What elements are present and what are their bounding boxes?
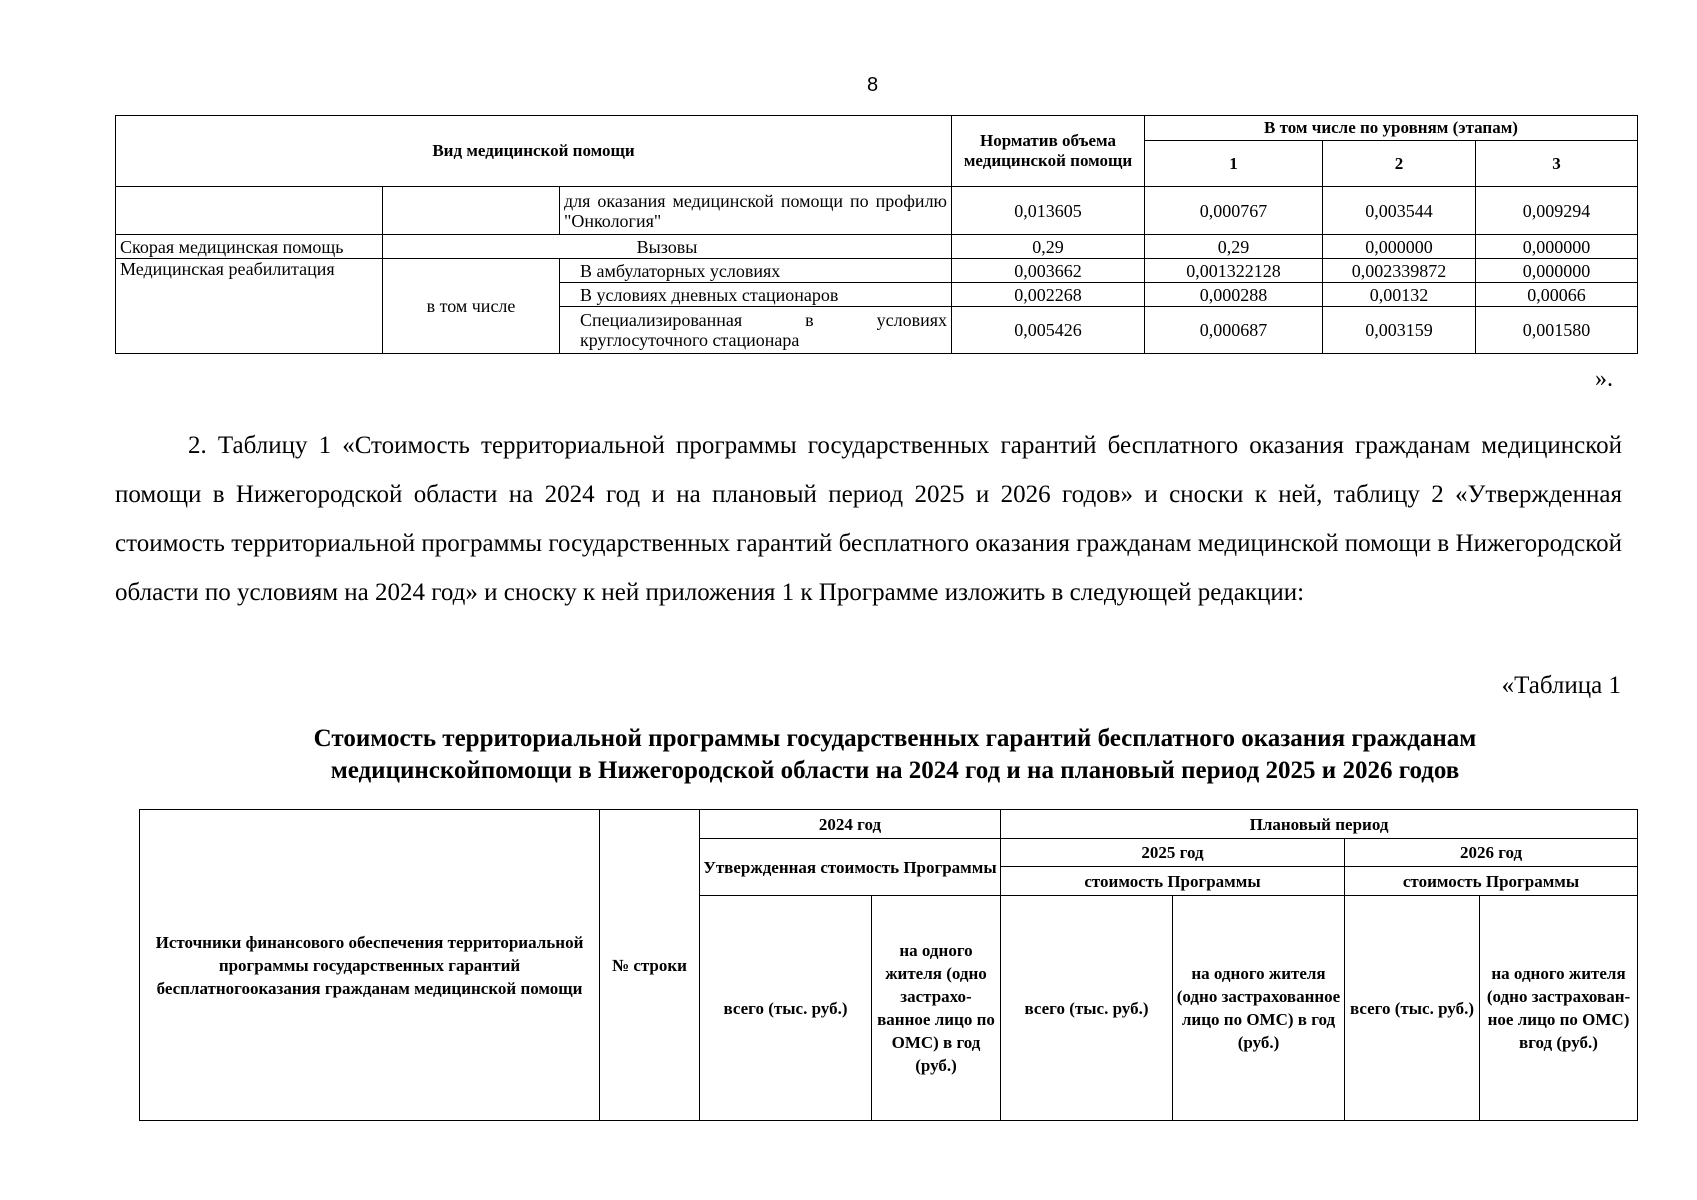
row-label: Специализированная в условиях круглосуточного стационара	[560, 307, 952, 354]
header-program-cost-2025: стоимость Программы	[1001, 867, 1345, 896]
including-label: в том числе	[383, 259, 560, 354]
header-row-number: № строки	[600, 810, 700, 1121]
header-planned-period: Плановый период	[1001, 810, 1638, 839]
level1-value: 0,000288	[1145, 283, 1323, 307]
row-unit: Вызовы	[383, 235, 952, 259]
norm-value: 0,29	[952, 235, 1145, 259]
table-row	[116, 187, 1638, 235]
header-level-1: 1	[1145, 141, 1323, 187]
closing-quote: ».	[1595, 366, 1613, 392]
body-paragraph: 2. Таблицу 1 «Стоимость территориальной программы государственных гарантий бесплатного оказания гражданам медицинской помощи в Нижегородской области на 2024 год и на плановый период 2025 и 2026 годов» и сноски к ней, таблицу 2 «Утвержденная стоимость территориальной программы государственных гарантий бесплатного оказания гражданам медицинской помощи в Нижегородской области по условиям на 2024 год» и сноску к ней приложения 1 к Программе изложить в следующей редакции:	[115, 432, 1622, 606]
header-per-resident-2024: на одного жителя (одно застрахо-ванное лицо по ОМС) в год (руб.)	[872, 896, 1001, 1121]
header-year-2025: 2025 год	[1001, 839, 1345, 867]
level2-value: 0,003544	[1323, 187, 1476, 235]
level2-value: 0,000000	[1323, 235, 1476, 259]
level3-value: 0,000000	[1476, 235, 1638, 259]
header-approved-cost: Утвержденная стоимость Программы	[700, 839, 1001, 896]
header-total-2024: всего (тыс. руб.)	[700, 896, 872, 1121]
level3-value: 0,000000	[1476, 259, 1638, 283]
level3-value: 0,009294	[1476, 187, 1638, 235]
header-kind: Вид медицинской помощи	[116, 116, 952, 187]
header-total-2026: всего (тыс. руб.)	[1345, 896, 1480, 1121]
medical-care-volume-table	[115, 115, 1638, 354]
norm-value: 0,002268	[952, 283, 1145, 307]
table-title: Стоимость территориальной программы государственных гарантий бесплатного оказания гражданам медицинскойпомощи в Нижегородской области на 2024 год и на плановый период 2025 и 2026 годов	[313, 725, 1477, 784]
row-label: В условиях дневных стационаров	[560, 283, 952, 307]
empty-cell	[383, 187, 560, 235]
header-program-cost-2026: стоимость Программы	[1345, 867, 1638, 896]
row-label: для оказания медицинской помощи по профилю "Онкология"	[560, 187, 952, 235]
level3-value: 0,00066	[1476, 283, 1638, 307]
level1-value: 0,29	[1145, 235, 1323, 259]
header-year-2026: 2026 год	[1345, 839, 1638, 867]
header-level-2: 2	[1323, 141, 1476, 187]
table-row	[116, 259, 1638, 283]
row-label: Скорая медицинская помощь	[116, 235, 383, 259]
table-reference: «Таблица 1	[1501, 672, 1621, 699]
page-number: 8	[866, 74, 879, 96]
level2-value: 0,003159	[1323, 307, 1476, 354]
header-total-2025: всего (тыс. руб.)	[1001, 896, 1173, 1121]
level2-value: 0,00132	[1323, 283, 1476, 307]
norm-value: 0,003662	[952, 259, 1145, 283]
row-label: Медицинская реабилитация	[116, 259, 383, 354]
level1-value: 0,000687	[1145, 307, 1323, 354]
level1-value: 0,000767	[1145, 187, 1323, 235]
header-level-3: 3	[1476, 141, 1638, 187]
row-label: В амбулаторных условиях	[560, 259, 952, 283]
header-per-resident-2025: на одного жителя (одно застрахованное лицо по ОМС) в год (руб.)	[1173, 896, 1345, 1121]
norm-value: 0,005426	[952, 307, 1145, 354]
empty-cell	[116, 187, 383, 235]
norm-value: 0,013605	[952, 187, 1145, 235]
program-cost-table	[139, 809, 1638, 1121]
table-row	[116, 235, 1638, 259]
level2-value: 0,002339872	[1323, 259, 1476, 283]
header-levels: В том числе по уровням (этапам)	[1145, 116, 1638, 141]
header-year-2024: 2024 год	[700, 810, 1001, 839]
header-norm: Норматив объема медицинской помощи	[952, 116, 1145, 187]
header-sources: Источники финансового обеспечения территориальной программы государственных гарантий бесплатногооказания гражданам медицинской помощи	[140, 810, 600, 1121]
level3-value: 0,001580	[1476, 307, 1638, 354]
header-per-resident-2026: на одного жителя (одно застрахован-ное лицо по ОМС) вгод (руб.)	[1480, 896, 1638, 1121]
level1-value: 0,001322128	[1145, 259, 1323, 283]
